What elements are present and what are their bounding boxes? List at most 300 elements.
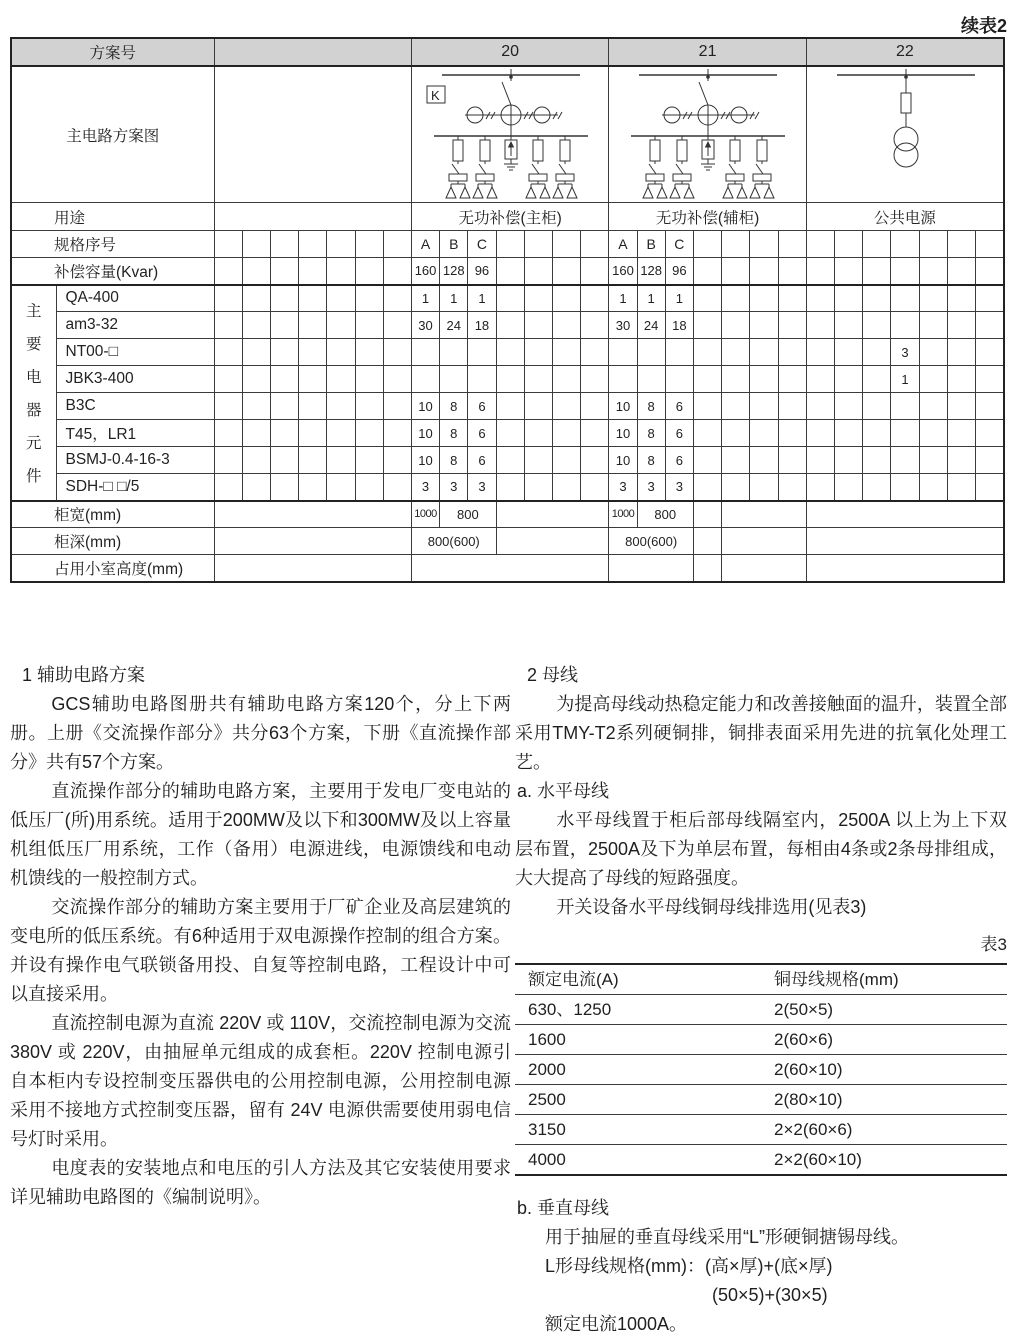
- empty-cell: [665, 339, 693, 366]
- empty-cell: [581, 231, 609, 258]
- table-row: [515, 1085, 1007, 1115]
- empty-cell: [806, 474, 834, 501]
- empty-cell: [947, 312, 975, 339]
- empty-cell: [299, 447, 327, 474]
- feeder-branch: [526, 136, 550, 198]
- empty-cell: [750, 231, 778, 258]
- rated-current: 3150: [515, 1115, 761, 1145]
- arrester-branch: [504, 136, 518, 170]
- value-cell: 10: [411, 447, 439, 474]
- value-cell: 128: [637, 258, 665, 285]
- value-cell: 8: [637, 393, 665, 420]
- empty-cell: [947, 339, 975, 366]
- empty-cell: [693, 474, 721, 501]
- empty-cell: [778, 474, 806, 501]
- busbar-section: [515, 661, 1007, 1339]
- empty-cell: [581, 285, 609, 312]
- paragraph: 用于抽屉的垂直母线采用“L”形硬铜搪锡母线。: [545, 1227, 909, 1247]
- element-label: T45，LR1: [56, 420, 214, 447]
- table-row: [11, 474, 1004, 501]
- empty-cell: [299, 474, 327, 501]
- empty-cell: [524, 339, 552, 366]
- empty-cell: [524, 231, 552, 258]
- value-cell: 10: [411, 420, 439, 447]
- empty-cell: [863, 420, 891, 447]
- value-cell: 6: [665, 420, 693, 447]
- empty-cell: [327, 339, 355, 366]
- empty-cell: [976, 420, 1005, 447]
- empty-cell: [891, 312, 919, 339]
- value-cell: 6: [665, 393, 693, 420]
- empty-cell: [609, 339, 637, 366]
- empty-cell: [270, 420, 298, 447]
- value-cell: 10: [609, 447, 637, 474]
- empty-cell: [778, 366, 806, 393]
- table-row: [515, 964, 1007, 995]
- empty-cell: [778, 339, 806, 366]
- value-cell: A: [411, 231, 439, 258]
- value-cell: 6: [468, 447, 496, 474]
- scheme-no-label: 方案号: [11, 38, 214, 66]
- value-cell: B: [637, 231, 665, 258]
- empty-cell: [214, 474, 242, 501]
- empty-cell: [947, 285, 975, 312]
- element-label: BSMJ-0.4-16-3: [56, 447, 214, 474]
- value-cell: 96: [468, 258, 496, 285]
- cabinet-width-label: 柜宽(mm): [11, 501, 214, 528]
- element-label: QA-400: [56, 285, 214, 312]
- empty-cell: [722, 258, 750, 285]
- value-cell: 18: [665, 312, 693, 339]
- empty-cell: [214, 420, 242, 447]
- empty-cell: [750, 339, 778, 366]
- empty-cell: [722, 231, 750, 258]
- empty-cell: [270, 474, 298, 501]
- value-cell: 1: [468, 285, 496, 312]
- empty-cell: [581, 258, 609, 285]
- empty-cell: [327, 285, 355, 312]
- empty-cell: [863, 258, 891, 285]
- empty-cell: [552, 312, 580, 339]
- empty-cell: [214, 312, 242, 339]
- empty-cell: [693, 258, 721, 285]
- empty-cell: [863, 231, 891, 258]
- empty-cell: [693, 366, 721, 393]
- column-header: 额定电流(A): [515, 964, 761, 995]
- empty-cell: [947, 474, 975, 501]
- empty-cell: [383, 339, 411, 366]
- empty-cell: [750, 393, 778, 420]
- empty-cell: [863, 339, 891, 366]
- empty-cell: [496, 501, 609, 528]
- empty-cell: [270, 339, 298, 366]
- empty-cell: [722, 339, 750, 366]
- paragraph: L形母线规格(mm)：(高×厚)+(底×厚): [545, 1256, 833, 1276]
- empty-cell: [270, 312, 298, 339]
- empty-cell: [383, 285, 411, 312]
- empty-cell: [919, 474, 947, 501]
- empty-cell: [355, 393, 383, 420]
- empty-cell: [270, 393, 298, 420]
- usage-s22: 公共电源: [806, 203, 1004, 231]
- empty-cell: [891, 447, 919, 474]
- value-cell: 128: [440, 258, 468, 285]
- table-row: [11, 393, 1004, 420]
- empty-cell: [863, 474, 891, 501]
- table-row: [11, 366, 1004, 393]
- empty-cell: [496, 258, 524, 285]
- empty-cell: [581, 474, 609, 501]
- scheme-22-diagram: [806, 66, 1004, 203]
- empty-cell: [891, 231, 919, 258]
- empty-cell: [270, 258, 298, 285]
- busbar-spec: 2(80×10): [761, 1085, 1007, 1115]
- empty-cell: [778, 447, 806, 474]
- paragraph: 开关设备水平母线铜母线排选用(见表3): [556, 897, 867, 917]
- empty-cell: [693, 285, 721, 312]
- busbar-spec-table: [515, 963, 1007, 1176]
- table-row: [11, 447, 1004, 474]
- value-cell: 1: [609, 285, 637, 312]
- empty-cell: [976, 339, 1005, 366]
- empty-cell: [214, 528, 411, 555]
- empty-cell: [834, 312, 862, 339]
- value-cell: 30: [609, 312, 637, 339]
- value-cell: 800(600): [609, 528, 694, 555]
- empty-cell: [355, 258, 383, 285]
- element-label: am3-32: [56, 312, 214, 339]
- empty-cell: [581, 366, 609, 393]
- empty-cell: [214, 258, 242, 285]
- empty-cell: [891, 474, 919, 501]
- table-row: [515, 1115, 1007, 1145]
- value-cell: 3: [637, 474, 665, 501]
- empty-cell: [355, 285, 383, 312]
- empty-cell: [383, 447, 411, 474]
- element-label: JBK3-400: [56, 366, 214, 393]
- empty-cell: [947, 258, 975, 285]
- scheme-20-header: 20: [411, 38, 608, 66]
- value-cell: 1: [411, 285, 439, 312]
- empty-cell: [834, 474, 862, 501]
- empty-cell: [299, 339, 327, 366]
- value-cell: 3: [440, 474, 468, 501]
- empty-cell: [496, 447, 524, 474]
- empty-cell: [552, 231, 580, 258]
- empty-cell: [524, 366, 552, 393]
- empty-cell: [665, 366, 693, 393]
- empty-cell: [242, 285, 270, 312]
- circuit-diagram-22: [807, 67, 1004, 202]
- section-title: 2 母线: [527, 665, 579, 685]
- empty-cell: [891, 420, 919, 447]
- empty-cell: [722, 312, 750, 339]
- busbar-spec: 2(50×5): [761, 995, 1007, 1025]
- empty-cell: [919, 258, 947, 285]
- subsection-title: b. 垂直母线: [517, 1198, 610, 1218]
- empty-cell: [242, 258, 270, 285]
- busbar-spec: 2×2(60×10): [761, 1145, 1007, 1176]
- empty-cell: [891, 285, 919, 312]
- empty-cell: [327, 312, 355, 339]
- empty-cell: [214, 38, 411, 66]
- empty-cell: [524, 285, 552, 312]
- feeder-branch: [670, 136, 694, 198]
- empty-cell: [919, 366, 947, 393]
- empty-cell: [722, 285, 750, 312]
- empty-cell: [834, 285, 862, 312]
- empty-cell: [778, 312, 806, 339]
- empty-cell: [947, 447, 975, 474]
- empty-cell: [722, 555, 807, 582]
- element-group-label: 主 要 电 器 元 件: [11, 285, 56, 501]
- value-cell: 160: [609, 258, 637, 285]
- table-row: [11, 501, 1004, 528]
- paragraph: GCS辅助电路图册共有辅助电路方案120个，分上下两册。上册《交流操作部分》共分63个方案，下册《直流操作部分》共有57个方案。: [10, 694, 511, 772]
- busbar-spec: 2×2(60×6): [761, 1115, 1007, 1145]
- empty-cell: [552, 285, 580, 312]
- empty-cell: [750, 420, 778, 447]
- empty-cell: [552, 258, 580, 285]
- empty-cell: [214, 285, 242, 312]
- table-row: [11, 258, 1004, 285]
- value-cell: B: [440, 231, 468, 258]
- circuit-diagram-21: [609, 67, 806, 202]
- usage-s20: 无功补偿(主柜): [411, 203, 608, 231]
- empty-cell: [722, 393, 750, 420]
- element-label: SDH-□ □/5: [56, 474, 214, 501]
- empty-cell: [863, 393, 891, 420]
- empty-cell: [919, 339, 947, 366]
- empty-cell: [552, 393, 580, 420]
- empty-cell: [581, 312, 609, 339]
- empty-cell: [440, 366, 468, 393]
- usage-s21: 无功补偿(辅柜): [609, 203, 806, 231]
- empty-cell: [299, 312, 327, 339]
- empty-cell: [919, 285, 947, 312]
- rated-current: 2500: [515, 1085, 761, 1115]
- value-cell: 8: [637, 447, 665, 474]
- empty-cell: [947, 231, 975, 258]
- empty-cell: [214, 501, 411, 528]
- empty-cell: [806, 420, 834, 447]
- empty-cell: [581, 393, 609, 420]
- empty-cell: [270, 285, 298, 312]
- empty-cell: [383, 312, 411, 339]
- empty-cell: [581, 447, 609, 474]
- empty-cell: [806, 258, 834, 285]
- empty-cell: [383, 393, 411, 420]
- empty-cell: [270, 231, 298, 258]
- empty-cell: [891, 258, 919, 285]
- empty-cell: [327, 366, 355, 393]
- empty-cell: [355, 447, 383, 474]
- empty-cell: [891, 393, 919, 420]
- table-row: [515, 995, 1007, 1025]
- value-cell: 10: [609, 420, 637, 447]
- empty-cell: [327, 393, 355, 420]
- empty-cell: [552, 420, 580, 447]
- circuit-diagram-20: [412, 67, 609, 202]
- value-cell: 96: [665, 258, 693, 285]
- empty-cell: [834, 447, 862, 474]
- continued-table-label: 续表2: [960, 16, 1007, 36]
- value-cell: 3: [609, 474, 637, 501]
- value-cell: 1000: [609, 501, 637, 528]
- empty-cell: [355, 312, 383, 339]
- k-switch-label: K: [430, 88, 440, 103]
- empty-cell: [327, 231, 355, 258]
- empty-cell: [778, 258, 806, 285]
- empty-cell: [834, 339, 862, 366]
- empty-cell: [693, 339, 721, 366]
- empty-cell: [496, 231, 524, 258]
- empty-cell: [552, 339, 580, 366]
- empty-cell: [637, 339, 665, 366]
- empty-cell: [722, 420, 750, 447]
- value-cell: 8: [440, 447, 468, 474]
- empty-cell: [693, 420, 721, 447]
- empty-cell: [778, 285, 806, 312]
- empty-cell: [242, 339, 270, 366]
- empty-cell: [863, 366, 891, 393]
- empty-cell: [693, 447, 721, 474]
- empty-cell: [581, 420, 609, 447]
- value-cell: 24: [637, 312, 665, 339]
- empty-cell: [806, 339, 834, 366]
- empty-cell: [524, 393, 552, 420]
- empty-cell: [693, 312, 721, 339]
- empty-cell: [806, 285, 834, 312]
- diagram-row-label: 主电路方案图: [11, 66, 214, 203]
- table-row: [515, 1145, 1007, 1176]
- value-cell: 6: [665, 447, 693, 474]
- empty-cell: [976, 447, 1005, 474]
- value-cell: 8: [637, 420, 665, 447]
- empty-cell: [270, 366, 298, 393]
- empty-cell: [299, 420, 327, 447]
- empty-cell: [750, 258, 778, 285]
- value-cell: C: [665, 231, 693, 258]
- empty-cell: [468, 339, 496, 366]
- empty-cell: [609, 555, 694, 582]
- empty-cell: [355, 231, 383, 258]
- empty-cell: [609, 366, 637, 393]
- empty-cell: [834, 258, 862, 285]
- empty-cell: [327, 474, 355, 501]
- rated-current: 4000: [515, 1145, 761, 1176]
- empty-cell: [834, 393, 862, 420]
- empty-cell: [778, 393, 806, 420]
- empty-cell: [976, 312, 1005, 339]
- value-cell: A: [609, 231, 637, 258]
- empty-cell: [722, 501, 807, 528]
- usage-label: 用途: [11, 203, 214, 231]
- empty-cell: [524, 447, 552, 474]
- empty-cell: [750, 474, 778, 501]
- empty-cell: [496, 339, 524, 366]
- empty-cell: [383, 231, 411, 258]
- feeder-branch: [643, 136, 667, 198]
- scheme-20-diagram: [411, 66, 608, 203]
- value-cell: 8: [440, 420, 468, 447]
- value-cell: 10: [609, 393, 637, 420]
- rated-current: 2000: [515, 1055, 761, 1085]
- value-cell: 24: [440, 312, 468, 339]
- empty-cell: [750, 312, 778, 339]
- empty-cell: [976, 474, 1005, 501]
- value-cell: 10: [411, 393, 439, 420]
- rated-current: 630、1250: [515, 995, 761, 1025]
- empty-cell: [383, 366, 411, 393]
- arrester-branch: [701, 136, 715, 170]
- empty-cell: [411, 339, 439, 366]
- empty-cell: [750, 366, 778, 393]
- empty-cell: [468, 366, 496, 393]
- empty-cell: [524, 258, 552, 285]
- empty-cell: [806, 231, 834, 258]
- capacity-label: 补偿容量(Kvar): [11, 258, 214, 285]
- empty-cell: [947, 393, 975, 420]
- empty-cell: [242, 366, 270, 393]
- table-row: [11, 285, 1004, 312]
- empty-cell: [327, 420, 355, 447]
- empty-cell: [355, 420, 383, 447]
- empty-cell: [496, 312, 524, 339]
- empty-cell: [299, 258, 327, 285]
- value-cell: 3: [411, 474, 439, 501]
- empty-cell: [440, 339, 468, 366]
- main-scheme-table: [10, 37, 1005, 583]
- empty-cell: [242, 393, 270, 420]
- empty-cell: [581, 339, 609, 366]
- empty-cell: [355, 339, 383, 366]
- value-cell: 1000: [411, 501, 439, 528]
- paragraph: 电度表的安装地点和电压的引人方法及其它安装使用要求详见辅助电路图的《编制说明》。: [10, 1158, 511, 1207]
- empty-cell: [722, 474, 750, 501]
- empty-cell: [806, 312, 834, 339]
- empty-cell: [270, 447, 298, 474]
- empty-cell: [919, 393, 947, 420]
- table-row: [11, 38, 1004, 66]
- table-row: [11, 203, 1004, 231]
- empty-cell: [976, 393, 1005, 420]
- empty-cell: [947, 420, 975, 447]
- value-cell: C: [468, 231, 496, 258]
- empty-cell: [863, 312, 891, 339]
- table-row: [11, 420, 1004, 447]
- empty-cell: [834, 231, 862, 258]
- empty-cell: [919, 447, 947, 474]
- empty-cell: [496, 393, 524, 420]
- spec-label: 规格序号: [11, 231, 214, 258]
- empty-cell: [214, 66, 411, 203]
- value-cell: 1: [665, 285, 693, 312]
- empty-cell: [693, 555, 721, 582]
- paragraph: (50×5)+(30×5): [712, 1285, 828, 1305]
- empty-cell: [383, 420, 411, 447]
- paragraph: 为提高母线动热稳定能力和改善接触面的温升，装置全部采用TMY-T2系列硬铜排，铜排表面采用先进的抗氧化处理工艺。: [515, 694, 1007, 772]
- scheme-21-header: 21: [609, 38, 806, 66]
- table3-label: 表3: [980, 935, 1007, 954]
- table-row: [515, 1055, 1007, 1085]
- value-cell: 6: [468, 420, 496, 447]
- empty-cell: [355, 474, 383, 501]
- empty-cell: [919, 231, 947, 258]
- empty-cell: [524, 420, 552, 447]
- paragraph: 交流操作部分的辅助方案主要用于厂矿企业及高层建筑的变电所的低压系统。有6种适用于双电源操作控制的组合方案。并设有操作电气联锁备用投、自复等控制电路，工程设计中可以直接采用。: [10, 897, 511, 1004]
- empty-cell: [411, 555, 608, 582]
